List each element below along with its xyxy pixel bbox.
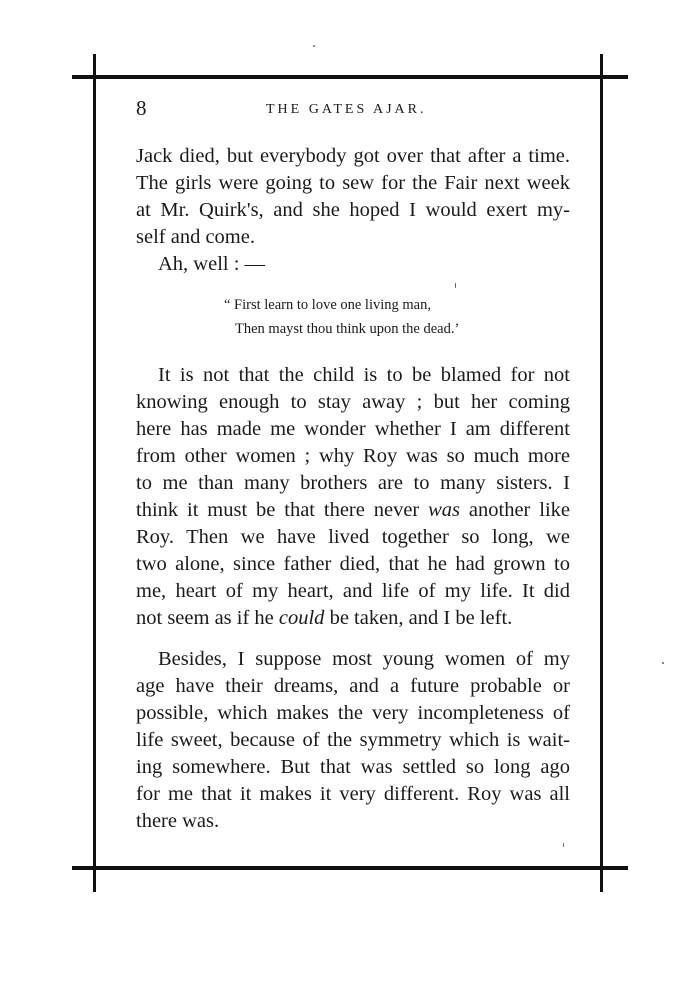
verse-line: Then mayst thou think upon the dead.’ xyxy=(235,321,460,337)
print-speck xyxy=(313,45,315,47)
text-fragment: think it must be that there never xyxy=(136,499,429,521)
verse-quotation xyxy=(224,293,459,341)
right-border-rule xyxy=(600,54,603,892)
print-speck xyxy=(662,662,664,664)
text-line: It is not that the child is to be blamed for not xyxy=(158,364,570,386)
text-line: life sweet, because of the symmetry which is wait- xyxy=(136,729,570,751)
emphasis-could: could xyxy=(278,607,325,629)
print-speck xyxy=(563,843,564,847)
text-line-with-emphasis xyxy=(136,497,570,524)
text-line: two alone, since father died, that he had grown to xyxy=(136,553,570,575)
bottom-border-rule xyxy=(72,866,628,870)
emphasis-was: was xyxy=(428,499,461,521)
paragraph-besides xyxy=(136,646,570,835)
left-border-rule xyxy=(93,54,96,892)
text-line: Jack died, but everybody got over that after a time. xyxy=(136,145,570,167)
text-line: The girls were going to sew for the Fair next week xyxy=(136,172,570,194)
paragraph-continued xyxy=(136,143,570,251)
text-fragment: be taken, and I be left. xyxy=(324,607,513,629)
text-line: Roy. Then we have lived together so long, we xyxy=(136,526,570,548)
text-fragment: not seem as if he xyxy=(136,607,279,629)
running-head: THE GATES AJAR. xyxy=(266,102,427,117)
paragraph-ah-well xyxy=(136,251,570,278)
text-line: me, heart of my heart, and life of my life. It did xyxy=(136,580,570,602)
text-line-with-emphasis xyxy=(136,605,570,632)
text-line: ing somewhere. But that was settled so long ago xyxy=(136,756,570,778)
verse-line: “ First learn to love one living man, xyxy=(224,297,431,313)
text-line: Besides, I suppose most young women of my xyxy=(158,648,570,670)
text-line: to me than many brothers are to many sisters. I xyxy=(136,472,570,494)
text-line: from other women ; why Roy was so much more xyxy=(136,445,570,467)
text-line: knowing enough to stay away ; but her coming xyxy=(136,391,570,413)
text-line: age have their dreams, and a future probable or xyxy=(136,675,570,697)
text-fragment: another like xyxy=(460,499,570,521)
paragraph-roy xyxy=(136,362,570,632)
text-line: self and come. xyxy=(136,226,255,248)
print-speck xyxy=(455,283,456,288)
text-line: Ah, well : — xyxy=(158,253,266,275)
text-line: possible, which makes the very incompleteness of xyxy=(136,702,570,724)
page-number: 8 xyxy=(136,96,147,120)
text-line: for me that it makes it very different. Roy was all xyxy=(136,783,570,805)
text-line: there was. xyxy=(136,810,220,832)
top-border-rule xyxy=(72,75,628,79)
text-line: here has made me wonder whether I am different xyxy=(136,418,570,440)
text-line: at Mr. Quirk's, and she hoped I would exert my- xyxy=(136,199,570,221)
